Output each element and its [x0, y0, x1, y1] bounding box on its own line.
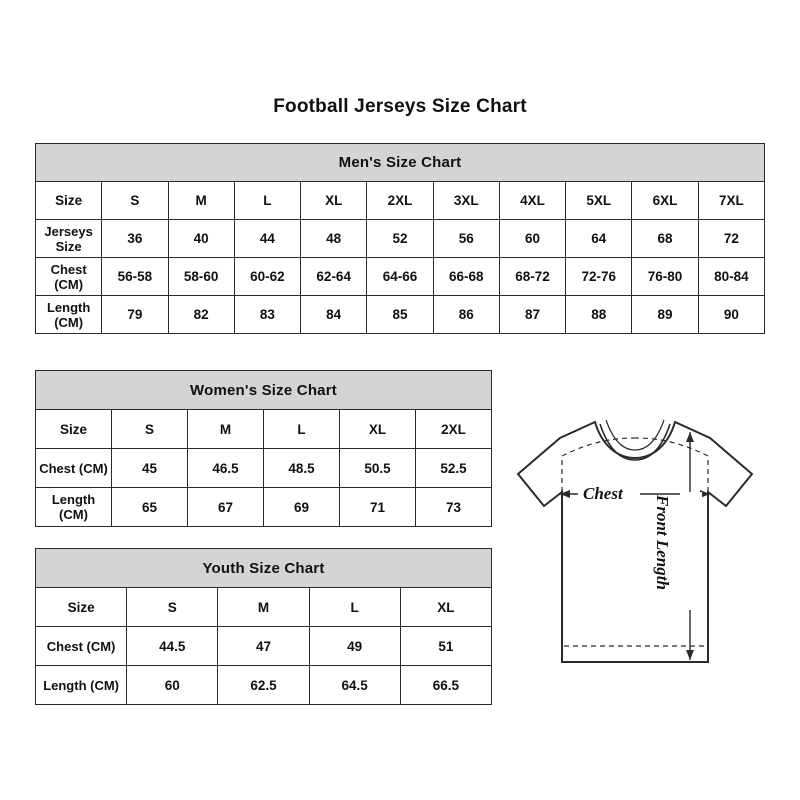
table-cell: 88 [566, 296, 632, 334]
row-label: Jerseys Size [36, 220, 102, 258]
table-cell: 5XL [566, 182, 632, 220]
table-cell: 68-72 [499, 258, 565, 296]
table-cell: 85 [367, 296, 433, 334]
table-row [36, 220, 765, 258]
table-cell: 84 [301, 296, 367, 334]
table-row [36, 627, 492, 666]
table-cell: 66-68 [433, 258, 499, 296]
table-cell: 58-60 [168, 258, 234, 296]
table-cell: 47 [218, 627, 309, 666]
table-cell: 65 [112, 488, 188, 527]
table-cell: 36 [102, 220, 168, 258]
page-title: Football Jerseys Size Chart [273, 96, 527, 117]
table-cell: 3XL [433, 182, 499, 220]
table-section-header-row [36, 371, 492, 410]
table-row [36, 182, 765, 220]
table-cell: 46.5 [188, 449, 264, 488]
row-label: Size [36, 182, 102, 220]
table-row [36, 258, 765, 296]
row-label: Chest (CM) [36, 258, 102, 296]
table-cell: M [168, 182, 234, 220]
row-label: Length (CM) [36, 296, 102, 334]
mens-section-header: Men's Size Chart [36, 144, 765, 182]
table-cell: 71 [340, 488, 416, 527]
table-cell: 52 [367, 220, 433, 258]
table-cell: XL [340, 410, 416, 449]
table-cell: 80-84 [698, 258, 764, 296]
table-cell: 67 [188, 488, 264, 527]
chest-measure-label: Chest [583, 484, 623, 503]
table-cell: M [188, 410, 264, 449]
table-cell: 45 [112, 449, 188, 488]
table-row [36, 488, 492, 527]
row-label: Length (CM) [36, 488, 112, 527]
table-cell: 62-64 [301, 258, 367, 296]
row-label: Length (CM) [36, 666, 127, 705]
row-label: Size [36, 588, 127, 627]
table-cell: 72-76 [566, 258, 632, 296]
table-cell: 66.5 [400, 666, 491, 705]
table-cell: L [234, 182, 300, 220]
table-cell: 68 [632, 220, 698, 258]
table-cell: 90 [698, 296, 764, 334]
row-label: Chest (CM) [36, 449, 112, 488]
table-row [36, 588, 492, 627]
table-cell: 7XL [698, 182, 764, 220]
table-cell: 49 [309, 627, 400, 666]
table-cell: M [218, 588, 309, 627]
table-cell: L [264, 410, 340, 449]
womens-size-table [35, 370, 492, 527]
table-cell: 83 [234, 296, 300, 334]
table-cell: 64-66 [367, 258, 433, 296]
mens-size-table [35, 143, 765, 334]
table-cell: S [127, 588, 218, 627]
table-cell: 62.5 [218, 666, 309, 705]
table-cell: 56 [433, 220, 499, 258]
table-cell: 64.5 [309, 666, 400, 705]
table-cell: XL [301, 182, 367, 220]
table-cell: 56-58 [102, 258, 168, 296]
table-section-header-row [36, 144, 765, 182]
womens-section-header: Women's Size Chart [36, 371, 492, 410]
table-cell: XL [400, 588, 491, 627]
table-row [36, 296, 765, 334]
table-cell: 64 [566, 220, 632, 258]
table-cell: 60 [499, 220, 565, 258]
table-cell: 86 [433, 296, 499, 334]
table-cell: 40 [168, 220, 234, 258]
table-cell: L [309, 588, 400, 627]
row-label: Chest (CM) [36, 627, 127, 666]
table-cell: 82 [168, 296, 234, 334]
table-cell: 2XL [416, 410, 492, 449]
table-cell: 52.5 [416, 449, 492, 488]
row-label: Size [36, 410, 112, 449]
table-cell: 87 [499, 296, 565, 334]
table-cell: 79 [102, 296, 168, 334]
table-cell: 48 [301, 220, 367, 258]
table-cell: 73 [416, 488, 492, 527]
tshirt-outline-icon [500, 400, 790, 700]
table-cell: 6XL [632, 182, 698, 220]
table-cell: S [102, 182, 168, 220]
table-cell: 48.5 [264, 449, 340, 488]
table-cell: 69 [264, 488, 340, 527]
table-cell: 2XL [367, 182, 433, 220]
table-cell: 44.5 [127, 627, 218, 666]
table-cell: 89 [632, 296, 698, 334]
shirt-measurement-diagram [500, 400, 790, 700]
front-length-measure-label: Front Length [653, 495, 672, 590]
table-row [36, 410, 492, 449]
table-cell: 4XL [499, 182, 565, 220]
table-cell: 60 [127, 666, 218, 705]
table-cell: 72 [698, 220, 764, 258]
table-cell: 51 [400, 627, 491, 666]
table-row [36, 666, 492, 705]
table-cell: 50.5 [340, 449, 416, 488]
table-cell: 76-80 [632, 258, 698, 296]
table-cell: 60-62 [234, 258, 300, 296]
table-cell: 44 [234, 220, 300, 258]
youth-section-header: Youth Size Chart [36, 549, 492, 588]
table-cell: S [112, 410, 188, 449]
table-row [36, 449, 492, 488]
table-section-header-row [36, 549, 492, 588]
youth-size-table [35, 548, 492, 705]
